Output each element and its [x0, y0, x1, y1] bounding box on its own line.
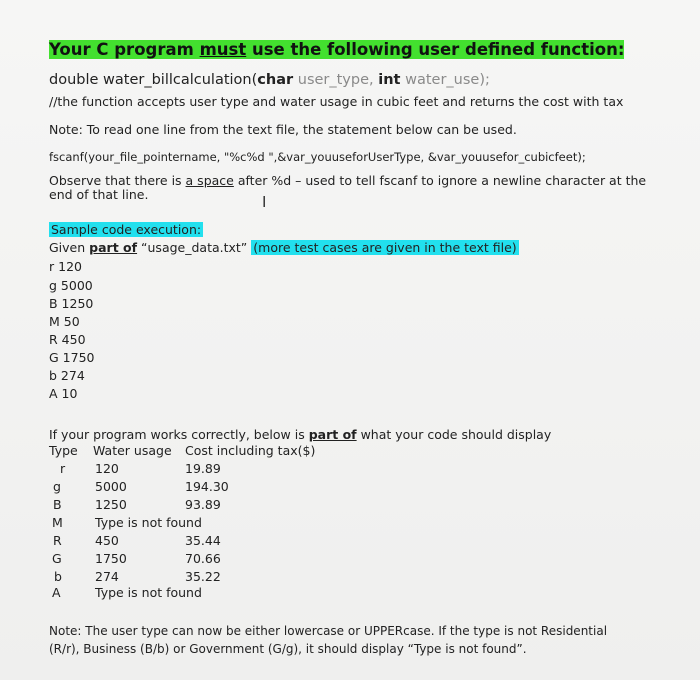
- output-intro-post: what your code should display: [356, 427, 552, 442]
- heading-text-pre: Your C program: [49, 40, 200, 59]
- output-intro-part-of: part of: [308, 427, 357, 442]
- input-line: G 1750: [49, 350, 95, 365]
- table-cell-cost: 19.89: [185, 461, 221, 476]
- input-line: B 1250: [49, 296, 94, 311]
- table-cell-usage: 274: [95, 569, 119, 584]
- note-case-line-2: (R/r), Business (B/b) or Government (G/g), it should display “Type is not found”.: [49, 642, 527, 656]
- table-cell-usage: 5000: [95, 479, 127, 494]
- input-line: g 5000: [49, 278, 93, 293]
- table-cell-usage: Type is not found: [95, 585, 202, 600]
- observe-line-2: end of that line.: [49, 187, 149, 202]
- observe-underlined: a space: [185, 173, 234, 188]
- table-cell-type: G: [52, 551, 62, 566]
- sig-keyword-int: int: [378, 72, 401, 88]
- table-cell-type: M: [52, 515, 63, 530]
- given-part-of: part of: [89, 240, 138, 255]
- output-intro: [49, 427, 551, 443]
- note-case-line-1: Note: The user type can now be either lowercase or UPPERcase. If the type is not Residential: [49, 624, 608, 638]
- output-intro-pre: If your program works correctly, below is: [49, 427, 309, 442]
- given-line: [49, 240, 519, 256]
- heading-highlight: [49, 40, 624, 59]
- input-line: M 50: [49, 314, 80, 329]
- heading-text-must: must: [199, 40, 247, 59]
- table-cell-type: R: [53, 533, 62, 548]
- table-cell-type: r: [60, 461, 66, 476]
- input-line: r 120: [49, 259, 82, 274]
- table-header-usage: Water usage: [93, 443, 172, 458]
- table-cell-type: B: [53, 497, 62, 512]
- table-cell-cost: 35.22: [185, 569, 221, 584]
- table-cell-cost: 194.30: [185, 479, 229, 494]
- given-highlight: (more test cases are given in the text file): [253, 240, 517, 255]
- function-signature: [49, 70, 490, 90]
- text-cursor-icon: I: [262, 193, 267, 211]
- table-cell-usage: 450: [95, 533, 119, 548]
- sample-title-text: Sample code execution:: [51, 222, 202, 237]
- table-header-type: Type: [49, 443, 78, 458]
- table-cell-cost: 93.89: [185, 497, 221, 512]
- table-cell-usage: 1250: [95, 497, 127, 512]
- sig-keyword-char: char: [257, 72, 294, 88]
- table-cell-type: b: [54, 569, 62, 584]
- observe-pre: Observe that there is: [49, 173, 186, 188]
- given-pre: Given: [49, 240, 90, 255]
- observe-post: after %d – used to tell fscanf to ignore a newline character at the: [233, 173, 647, 188]
- heading-text-post: use the following user defined function:: [246, 40, 625, 59]
- input-line: b 274: [49, 368, 85, 383]
- input-line: R 450: [49, 332, 86, 347]
- sig-return: double water_billcalculation(: [49, 72, 258, 88]
- table-cell-usage: 1750: [95, 551, 127, 566]
- section-heading: [49, 38, 624, 62]
- table-cell-usage: 120: [95, 461, 119, 476]
- table-cell-cost: 35.44: [185, 533, 221, 548]
- fscanf-statement: fscanf(your_file_pointername, "%c%d ",&var_youuseforUserType, &var_youusefor_cubicfeet);: [49, 150, 586, 164]
- sig-param-1: user_type,: [293, 72, 379, 88]
- table-header-cost: Cost including tax($): [185, 443, 316, 458]
- table-cell-usage: Type is not found: [95, 515, 202, 530]
- table-cell-type: g: [53, 479, 61, 494]
- input-line: A 10: [49, 386, 78, 401]
- note-fscanf: Note: To read one line from the text file, the statement below can be used.: [49, 122, 517, 137]
- sample-title: [49, 222, 203, 238]
- table-cell-cost: 70.66: [185, 551, 221, 566]
- table-cell-type: A: [52, 585, 61, 600]
- sig-param-2: water_use);: [400, 72, 490, 88]
- function-comment: //the function accepts user type and water usage in cubic feet and returns the cost with tax: [49, 94, 624, 109]
- given-filename: “usage_data.txt”: [137, 240, 252, 255]
